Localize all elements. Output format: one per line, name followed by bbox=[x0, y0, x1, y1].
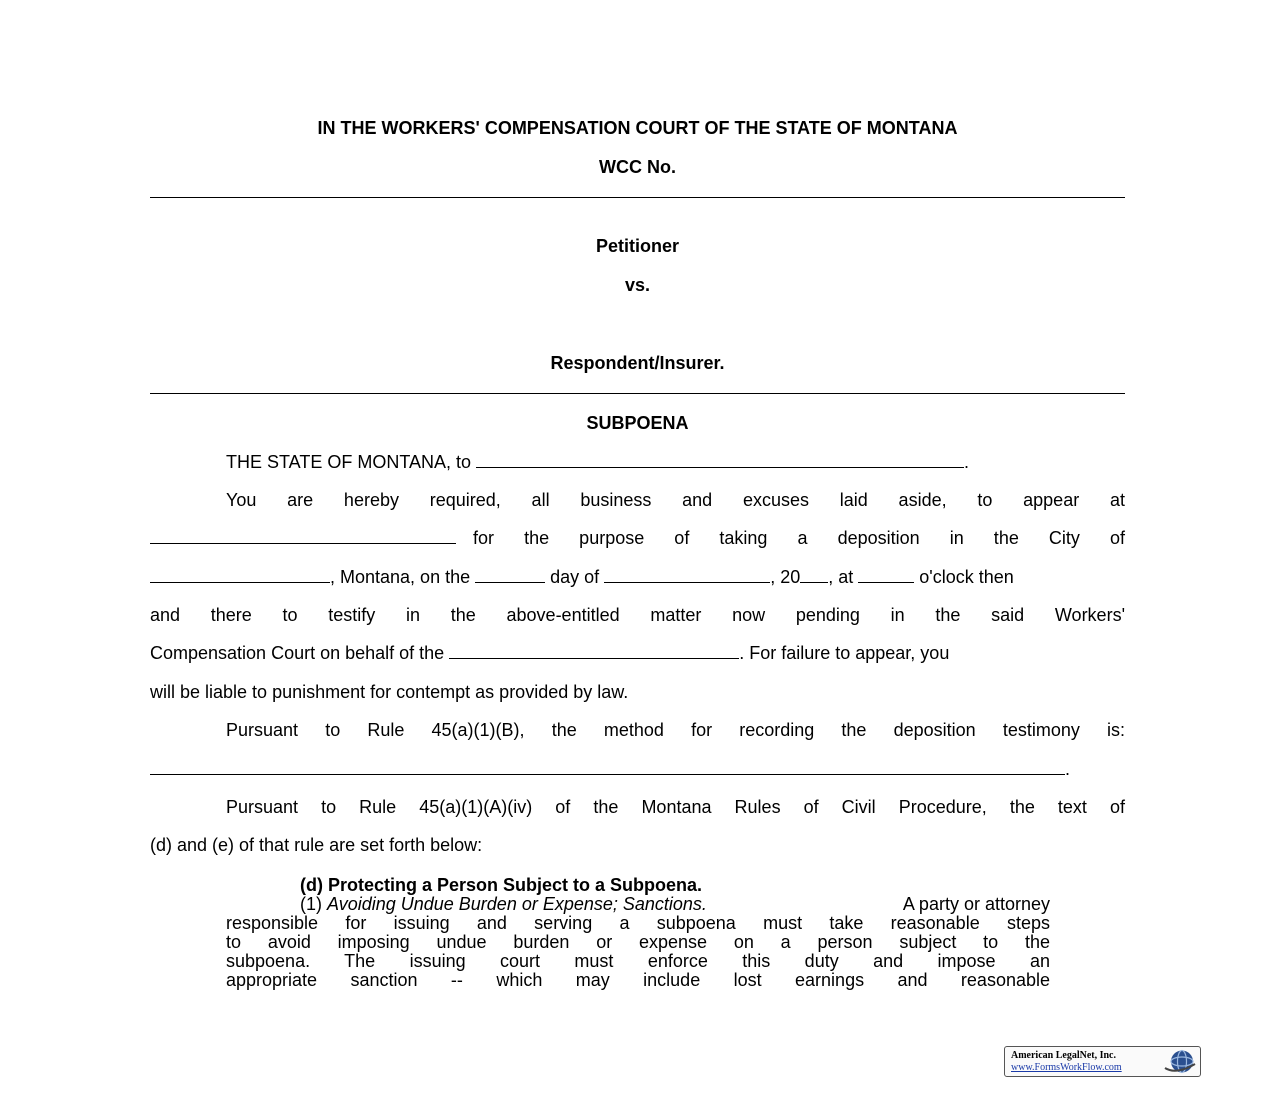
date-time-line bbox=[150, 567, 1125, 588]
contempt-line: will be liable to punishment for contempt as provided by law. bbox=[150, 682, 629, 702]
hour-blank[interactable] bbox=[858, 567, 914, 583]
caption-bottom-rule bbox=[150, 393, 1125, 394]
court-heading: IN THE WORKERS' COMPENSATION COURT OF THE STATE OF MONTANA bbox=[317, 118, 958, 138]
purpose-line bbox=[150, 528, 1125, 549]
rule-a-line: Pursuant to Rule 45(a)(1)(A)(iv) of the Montana Rules of Civil Procedure, the text of bbox=[226, 797, 1125, 817]
recording-method-line bbox=[150, 759, 1125, 780]
failure-text: . For failure to appear, you bbox=[739, 643, 950, 663]
rule-de-line: (d) and (e) of that rule are set forth below: bbox=[150, 835, 483, 855]
versus-label: vs. bbox=[624, 275, 651, 295]
oclock-then: o'clock then bbox=[919, 567, 1014, 587]
party-blank[interactable] bbox=[449, 643, 739, 659]
appear-line: You are hereby required, all business and excuses laid aside, to appear at bbox=[226, 490, 1125, 510]
logo-url-link[interactable]: www.FormsWorkFlow.com bbox=[1011, 1062, 1122, 1073]
quote-para-title: Avoiding Undue Burden or Expense; Sanctions. bbox=[327, 894, 707, 914]
quote-heading: (d) Protecting a Person Subject to a Subpoena. bbox=[300, 875, 703, 895]
behalf-line bbox=[150, 643, 1125, 664]
quote-para-start: A party or attorney bbox=[902, 894, 1050, 914]
recording-method-blank[interactable] bbox=[150, 759, 1065, 775]
month-blank[interactable] bbox=[604, 567, 770, 583]
montana-on-the: , Montana, on the bbox=[330, 567, 471, 587]
purpose-text: for the purpose of taking a deposition in the City of bbox=[473, 528, 1125, 548]
quote-line: responsible for issuing and serving a subpoena must take reasonable steps bbox=[226, 913, 1050, 933]
state-prefix: THE STATE OF MONTANA, to bbox=[226, 452, 472, 472]
american-legalnet-logo[interactable] bbox=[1004, 1046, 1201, 1077]
respondent-label: Respondent/Insurer. bbox=[550, 353, 725, 373]
day-of: day of bbox=[550, 567, 600, 587]
year-prefix: , 20 bbox=[770, 567, 801, 587]
document-title: SUBPOENA bbox=[586, 413, 689, 433]
location-blank[interactable] bbox=[150, 528, 456, 544]
rule-b-line: Pursuant to Rule 45(a)(1)(B), the method for recording the deposition testimony is: bbox=[226, 720, 1125, 740]
city-blank[interactable] bbox=[150, 567, 330, 583]
petitioner-label: Petitioner bbox=[595, 236, 679, 256]
rule-quote bbox=[226, 876, 1050, 990]
period-2: . bbox=[1065, 759, 1071, 779]
logo-company-name: American LegalNet, Inc. bbox=[1011, 1050, 1116, 1061]
quote-line: subpoena. The issuing court must enforce this duty and impose an bbox=[226, 951, 1050, 971]
quote-first-line bbox=[226, 895, 1050, 914]
state-address-line bbox=[150, 452, 1125, 473]
quote-line: appropriate sanction -- which may include lost earnings and reasonable bbox=[226, 970, 1050, 990]
quote-para-number: (1) bbox=[300, 894, 322, 914]
day-blank[interactable] bbox=[475, 567, 545, 583]
globe-icon bbox=[1162, 1048, 1198, 1075]
recipient-name-blank[interactable] bbox=[476, 452, 964, 468]
quote-line: to avoid imposing undue burden or expense on a person subject to the bbox=[226, 932, 1050, 952]
behalf-text: Compensation Court on behalf of the bbox=[150, 643, 445, 663]
period: . bbox=[964, 452, 970, 472]
year-blank[interactable] bbox=[800, 567, 828, 583]
at-label: , at bbox=[828, 567, 854, 587]
testify-line: and there to testify in the above-entitled matter now pending in the said Workers' bbox=[150, 605, 1125, 625]
caption-top-rule bbox=[150, 197, 1125, 198]
case-number-label: WCC No. bbox=[599, 157, 676, 177]
